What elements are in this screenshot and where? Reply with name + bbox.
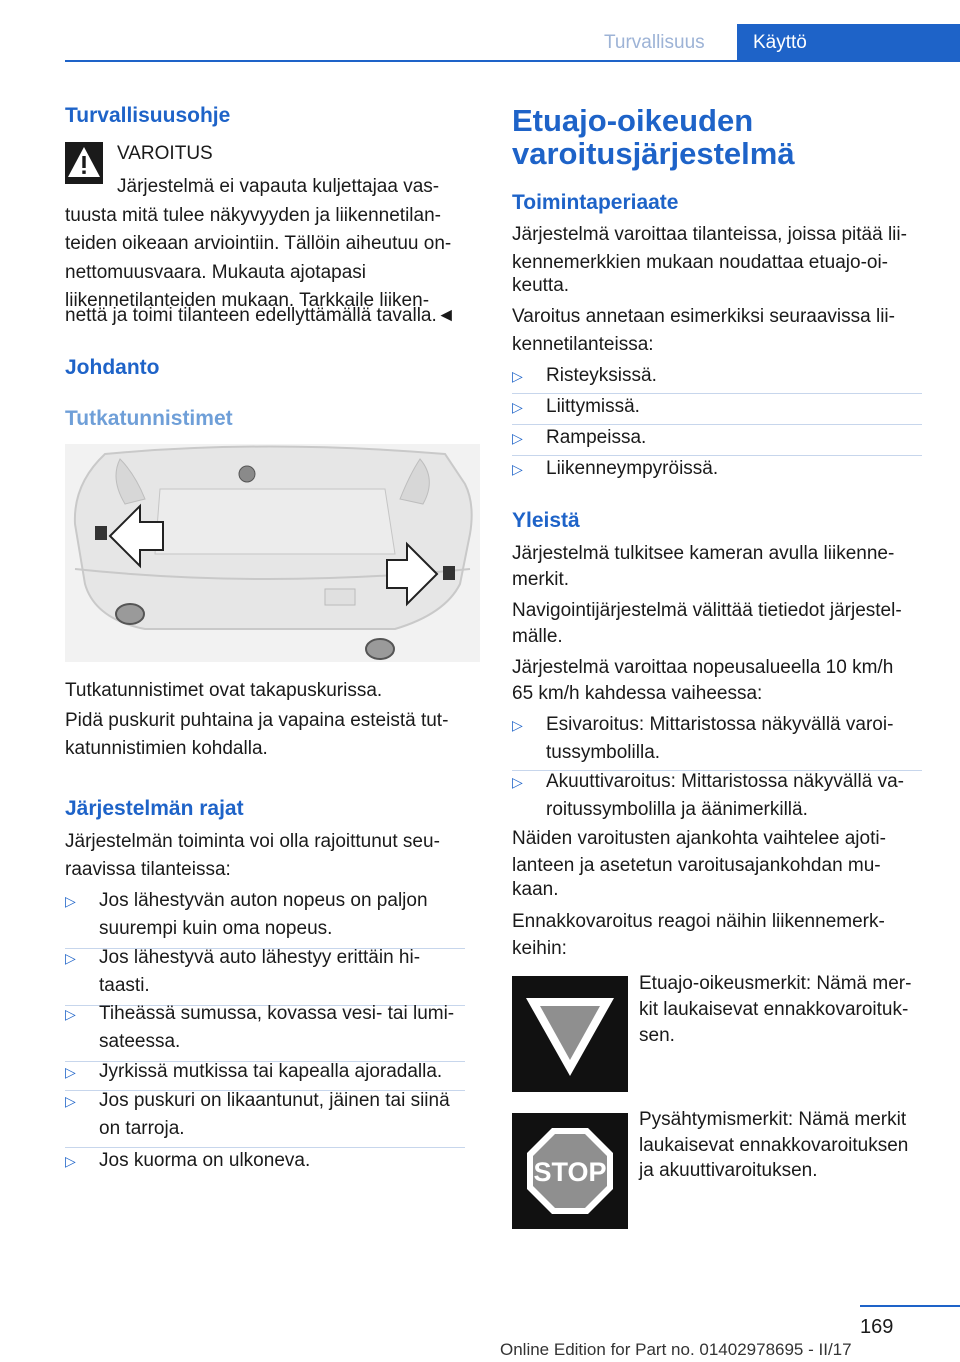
list-item-text: Liikenneympyröissä. — [546, 458, 719, 479]
general-p2-line: mälle. — [512, 626, 563, 647]
sensors-paragraph-1: Tutkatunnistimet ovat takapuskurissa. — [65, 680, 383, 701]
principle-title: Toimintaperiaate — [512, 191, 679, 214]
list-item-text: Jos puskuri on likaantunut, jäinen tai siinä — [99, 1090, 450, 1111]
warning-text-line: nettomuusvaara. Mukauta ajotapasi — [65, 262, 367, 283]
bullet-triangle-icon: ▷ — [512, 717, 523, 733]
yield-line: kit laukaisevat ennakkovaroituk- — [639, 999, 909, 1020]
sensors-title: Tutkatunnistimet — [65, 407, 233, 430]
header-rule — [65, 60, 960, 62]
main-title-line: varoitusjärjestelmä — [512, 136, 795, 171]
bullet-triangle-icon: ▷ — [65, 1006, 76, 1022]
bullet-triangle-icon: ▷ — [512, 774, 523, 790]
warning-text-line: teiden oikeaan arviointiin. Tällöin aiheutuu on- — [65, 233, 452, 254]
general-p3-line: 65 km/h kahdessa vaiheessa: — [512, 683, 763, 704]
safety-title: Turvallisuusohje — [65, 104, 231, 127]
examples-line: kennetilanteissa: — [512, 334, 654, 355]
list-item-text: Jos lähestyvä auto lähestyy erittäin hi- — [99, 947, 421, 968]
yield-sign-image — [512, 976, 628, 1092]
prewarn-line: Ennakkovaroitus reagoi näihin liikennemerk- — [512, 911, 885, 932]
list-item — [65, 1000, 480, 1060]
bullet-triangle-icon: ▷ — [512, 368, 523, 384]
list-item-text: roitussymbolilla ja äänimerkillä. — [546, 799, 808, 820]
warning-label: VAROITUS — [117, 143, 213, 164]
principle-line: keutta. — [512, 275, 570, 296]
list-item-text: Risteyksissä. — [546, 365, 657, 386]
footer-rule — [860, 1305, 960, 1307]
list-item-text: taasti. — [99, 975, 150, 996]
timing-line: lanteen ja asetetun varoitusajankohdan mu- — [512, 855, 881, 876]
bullet-triangle-icon: ▷ — [512, 430, 523, 446]
list-item-text: tussymbolilla. — [546, 742, 661, 763]
stop-line: Pysähtymismerkit: Nämä merkit — [639, 1109, 907, 1130]
yield-line: Etuajo-oikeusmerkit: Nämä mer- — [639, 973, 912, 994]
principle-line: kennemerkkien mukaan noudattaa etuajo-oi- — [512, 252, 889, 273]
list-item — [512, 362, 932, 392]
timing-line: Näiden varoitusten ajankohta vaihtelee ajoti- — [512, 828, 886, 849]
list-item — [512, 424, 932, 454]
examples-line: Varoitus annetaan esimerkiksi seuraavissa lii- — [512, 306, 895, 327]
limits-intro-line: Järjestelmän toiminta voi olla rajoittunut seu- — [65, 831, 440, 852]
general-p3-line: Järjestelmä varoittaa nopeusalueella 10 km/h — [512, 657, 894, 678]
general-title: Yleistä — [512, 509, 580, 532]
bullet-triangle-icon: ▷ — [65, 893, 76, 909]
bullet-triangle-icon: ▷ — [65, 1153, 76, 1169]
general-p1-line: Järjestelmä tulkitsee kameran avulla liikenne- — [512, 543, 895, 564]
list-item-text: on tarroja. — [99, 1118, 185, 1139]
stop-sign-text: STOP — [533, 1157, 607, 1187]
list-item — [512, 393, 932, 423]
header-chapter-tab: Käyttö — [737, 24, 960, 62]
list-item — [65, 944, 480, 1004]
yield-line: sen. — [639, 1025, 675, 1046]
list-item-text: suurempi kuin oma nopeus. — [99, 918, 333, 939]
list-item-text: Jos lähestyvän auton nopeus on paljon — [99, 890, 428, 911]
general-p2-line: Navigointijärjestelmä välittää tietiedot järjestel- — [512, 600, 902, 621]
stop-line: laukaisevat ennakkovaroituksen — [639, 1135, 909, 1156]
list-item — [512, 768, 932, 828]
list-item-text: Akuuttivaroitus: Mittaristossa näkyvällä va- — [546, 771, 904, 792]
warning-text-line: tuusta mitä tulee näkyvyyden ja liikennetilan- — [65, 205, 441, 226]
bullet-triangle-icon: ▷ — [512, 461, 523, 477]
stop-line: ja akuuttivaroituksen. — [639, 1160, 818, 1181]
bullet-triangle-icon: ▷ — [512, 399, 523, 415]
list-item — [512, 455, 932, 485]
car-rear-sensors-image — [65, 444, 480, 662]
warning-text-line: liikennetilanteiden mukaan. Tarkkaile liiken- — [65, 290, 430, 311]
warning-text-line: Järjestelmä ei vapauta kuljettajaa vas- — [117, 176, 440, 197]
sensors-paragraph-2-line: katunnistimien kohdalla. — [65, 738, 268, 759]
header-section-label: Turvallisuus — [604, 32, 705, 53]
list-item — [65, 1147, 480, 1177]
list-item-text: Jos kuorma on ulkoneva. — [99, 1150, 311, 1171]
warning-triangle-icon — [65, 142, 103, 184]
list-item — [65, 1058, 480, 1088]
list-item-text: Jyrkissä mutkissa tai kapealla ajoradalla. — [99, 1061, 443, 1082]
list-item-text: Rampeissa. — [546, 427, 647, 448]
list-item-text: Liittymissä. — [546, 396, 640, 417]
limits-title: Järjestelmän rajat — [65, 797, 244, 820]
limits-intro-line: raavissa tilanteissa: — [65, 859, 231, 880]
intro-title: Johdanto — [65, 356, 160, 379]
list-item — [512, 711, 932, 771]
list-item — [65, 887, 480, 947]
page-number: 169 — [860, 1316, 894, 1338]
prewarn-line: keihin: — [512, 938, 567, 959]
bullet-triangle-icon: ▷ — [65, 950, 76, 966]
footer-edition: Online Edition for Part no. 01402978695 - II/17 — [500, 1340, 852, 1359]
principle-line: Järjestelmä varoittaa tilanteissa, joissa pitää lii- — [512, 224, 907, 245]
bullet-triangle-icon: ▷ — [65, 1064, 76, 1080]
general-p1-line: merkit. — [512, 569, 569, 590]
sensors-paragraph-2-line: Pidä puskurit puhtaina ja vapaina esteistä tut- — [65, 710, 449, 731]
list-item-text: sateessa. — [99, 1031, 181, 1052]
list-item — [65, 1087, 480, 1147]
bullet-triangle-icon: ▷ — [65, 1093, 76, 1109]
main-title-line: Etuajo-oikeuden — [512, 103, 754, 138]
timing-line: kaan. — [512, 879, 559, 900]
warning-text-line: nettä ja toimi tilanteen edellyttämällä tavalla.◄ — [65, 305, 456, 326]
list-item-text: Esivaroitus: Mittaristossa näkyvällä varoi- — [546, 714, 894, 735]
stop-sign-image — [512, 1113, 628, 1229]
list-item-text: Tiheässä sumussa, kovassa vesi- tai lumi- — [99, 1003, 455, 1024]
